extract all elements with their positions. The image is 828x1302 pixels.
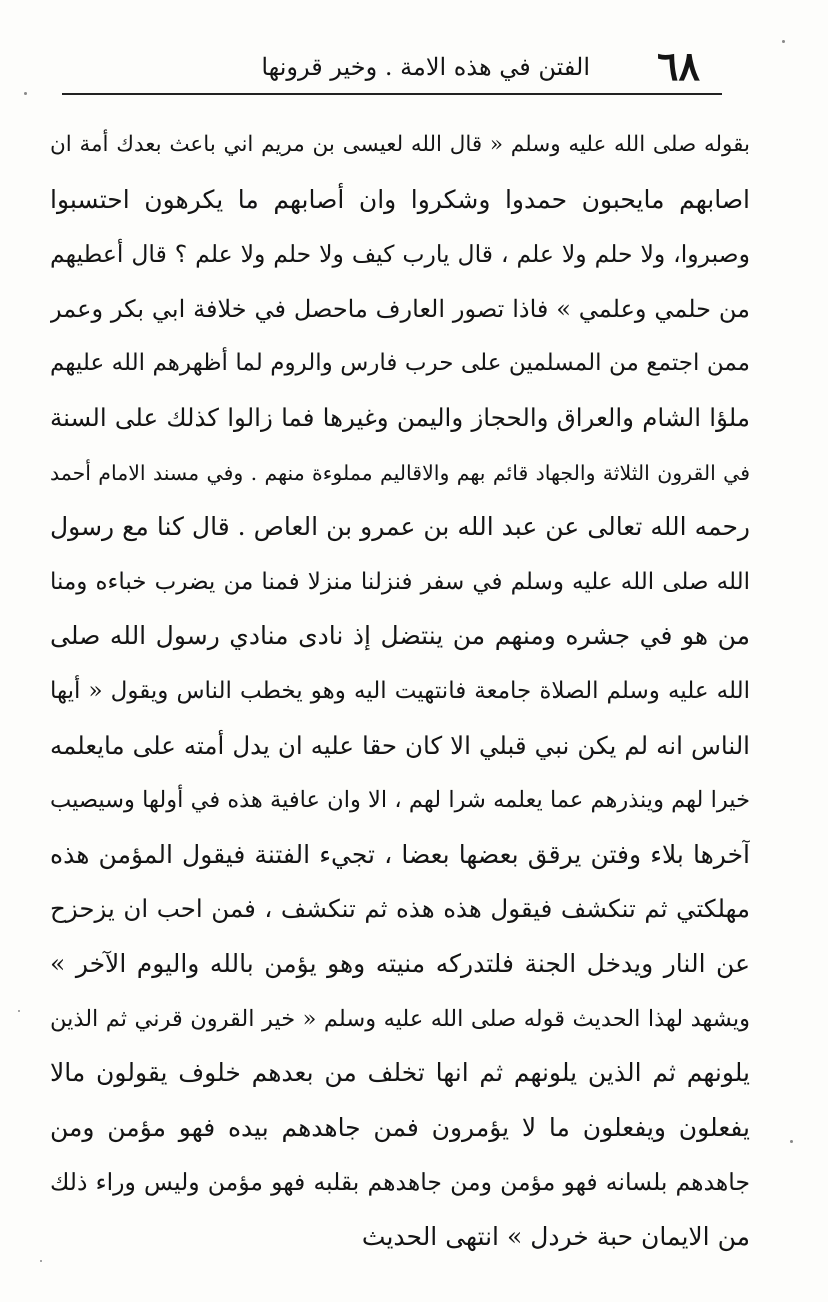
text-line-last: من الايمان حبة خردل » انتهى الحديث: [361, 1221, 750, 1251]
text-line: يلونهم ثم الذين يلونهم ثم انها تخلف من بعدهم خلوف يقولون مالا: [50, 1058, 750, 1088]
scan-speck: [782, 40, 785, 43]
text-line: ممن اجتمع من المسلمين على حرب فارس والروم لما أظهرهم الله عليهم: [50, 350, 750, 377]
header-rule: [62, 93, 722, 95]
text-line: بقوله صلى الله عليه وسلم « قال الله لعيسى بن مريم اني باعث بعدك أمة ان: [50, 132, 750, 157]
text-line: خيرا لهم وينذرهم عما يعلمه شرا لهم ، الا وان عافية هذه في أولها وسيصيب: [50, 787, 750, 814]
text-line: ملؤا الشام والعراق والحجاز واليمن وغيرها فما زالوا كذلك على السنة: [50, 402, 750, 432]
text-line: ويشهد لهذا الحديث قوله صلى الله عليه وسلم « خير القرون قرني ثم الذين: [50, 1005, 750, 1032]
scan-speck: [24, 92, 27, 95]
text-line: جاهدهم بلسانه فهو مؤمن ومن جاهدهم بقلبه فهو مؤمن وليس وراء ذلك: [50, 1168, 750, 1197]
text-line: الله عليه وسلم الصلاة جامعة فانتهيت اليه وهو يخطب الناس ويقول « أيها: [50, 677, 750, 704]
scan-speck: [790, 1140, 793, 1143]
text-line: اصابهم مايحبون حمدوا وشكروا وان أصابهم ما يكرهون احتسبوا: [50, 184, 750, 214]
text-line: في القرون الثلاثة والجهاد قائم بهم والاقاليم مملوءة منهم . وفي مسند الامام أحمد: [50, 460, 750, 485]
text-line: من هو في جشره ومنهم من ينتضل إذ نادى منادي رسول الله صلى: [50, 621, 750, 651]
running-title: الفتن في هذه الامة . وخير قرونها: [261, 53, 590, 81]
text-line: الله صلى الله عليه وسلم في سفر فنزلنا منزلا فمنا من يضرب خباءه ومنا: [50, 568, 750, 595]
text-line: يفعلون ويفعلون ما لا يؤمرون فمن جاهدهم بيده فهو مؤمن ومن: [50, 1112, 750, 1142]
text-line: آخرها بلاء وفتن يرقق بعضها بعضا ، تجيء الفتنة فيقول المؤمن هذه: [50, 839, 750, 869]
text-line: الناس انه لم يكن نبي قبلي الا كان حقا عليه ان يدل أمته على مايعلمه: [50, 730, 750, 760]
page-header: [230, 44, 700, 90]
text-line: عن النار ويدخل الجنة فلتدركه منيته وهو يؤمن بالله واليوم الآخر »: [50, 948, 750, 978]
scan-speck: [40, 1260, 42, 1262]
text-line: مهلكتي ثم تنكشف فيقول هذه هذه ثم تنكشف ، فمن احب ان يزحزح: [50, 894, 750, 924]
page-number: ٦٨: [657, 43, 700, 90]
body-text: [50, 118, 750, 1264]
text-line: رحمه الله تعالى عن عبد الله بن عمرو بن العاص . قال كنا مع رسول: [50, 512, 750, 542]
text-line: من حلمي وعلمي » فاذا تصور العارف ماحصل في خلافة ابي بكر وعمر: [50, 294, 750, 323]
scan-speck: [18, 1010, 20, 1012]
text-line: وصبروا، ولا حلم ولا علم ، قال يارب كيف ولا حلم ولا علم ؟ قال أعطيهم: [50, 240, 750, 269]
